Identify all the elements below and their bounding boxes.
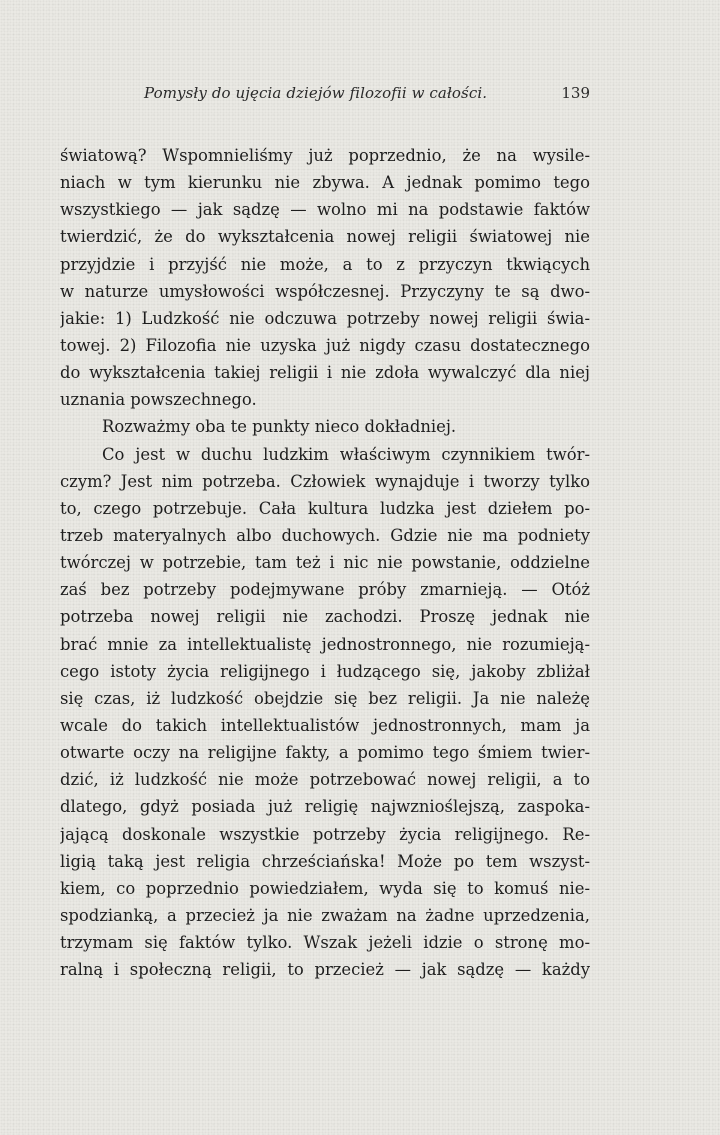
text-line: trzeb materyalnych albo duchowych. Gdzie nie ma podniety bbox=[60, 525, 590, 545]
text-line: trzymam się faktów tylko. Wszak jeżeli idzie o stronę mo- bbox=[60, 933, 590, 953]
text-line: się czas, iż ludzkość obejdzie się bez religii. Ja nie należę bbox=[60, 688, 590, 708]
text-line: otwarte oczy na religijne fakty, a pomimo tego śmiem twier- bbox=[60, 743, 590, 763]
text-line: wszystkiego — jak sądzę — wolno mi na podstawie faktów bbox=[60, 200, 590, 220]
text-line: jającą doskonale wszystkie potrzeby życia religijnego. Re- bbox=[60, 824, 590, 844]
text-line: do wykształcenia takiej religii i nie zdoła wywalczyć dla niej bbox=[60, 363, 590, 383]
paragraph-start-line: Rozważmy oba te punkty nieco dokładniej. bbox=[102, 417, 457, 437]
text-line: potrzeba nowej religii nie zachodzi. Proszę jednak nie bbox=[60, 607, 590, 627]
text-line: kiem, co poprzednio powiedziałem, wyda się to komuś nie- bbox=[60, 878, 590, 898]
text-line: towej. 2) Filozofia nie uzyska już nigdy czasu dostatecznego bbox=[60, 335, 590, 355]
text-line: dlatego, gdyż posiada już religię najwznioślejszą, zaspoka- bbox=[60, 797, 590, 817]
text-line: jakie: 1) Ludzkość nie odczuwa potrzeby nowej religii świa- bbox=[60, 308, 590, 328]
text-line: niach w tym kierunku nie zbywa. A jednak pomimo tego bbox=[60, 173, 590, 193]
text-line: brać mnie za intellektualistę jednostronnego, nie rozumieją- bbox=[60, 634, 590, 654]
paragraph-start-line: Co jest w duchu ludzkim właściwym czynnikiem twór- bbox=[102, 444, 590, 464]
text-line: to, czego potrzebuje. Cała kultura ludzka jest dziełem po- bbox=[60, 498, 590, 518]
text-line: zaś bez potrzeby podejmywane próby zmarnieją. — Otóż bbox=[60, 580, 590, 600]
text-line: ralną i społeczną religii, to przecież — jak sądzę — każdy bbox=[60, 960, 590, 980]
text-line: twórczej w potrzebie, tam też i nic nie powstanie, oddzielne bbox=[60, 553, 590, 573]
text-line: spodzianką, a przecież ja nie zważam na żadne uprzedzenia, bbox=[60, 905, 590, 925]
text-line: światową? Wspomnieliśmy już poprzednio, że na wysile- bbox=[60, 146, 590, 165]
text-line: cego istoty życia religijnego i łudzącego się, jakoby zbliżał bbox=[60, 661, 590, 681]
running-head bbox=[60, 84, 590, 114]
text-line: przyjdzie i przyjść nie może, a to z przyczyn tkwiących bbox=[60, 254, 590, 274]
text-line: twierdzić, że do wykształcenia nowej religii światowej nie bbox=[60, 227, 590, 247]
text-line: czym? Jest nim potrzeba. Człowiek wynajduje i tworzy tylko bbox=[60, 471, 590, 491]
text-line: wcale do takich intellektualistów jednostronnych, mam ja bbox=[60, 715, 590, 735]
page-number: 139 bbox=[561, 84, 590, 102]
running-title: Pomysły do ujęcia dziejów filozofii w całości. bbox=[144, 84, 488, 102]
text-line: w naturze umysłowości współczesnej. Przyczyny te są dwo- bbox=[60, 281, 590, 301]
text-line: ligią taką jest religia chrześciańska! Może po tem wszyst- bbox=[60, 851, 590, 871]
body-text bbox=[60, 142, 590, 983]
text-line: dzić, iż ludzkość nie może potrzebować nowej religii, a to bbox=[60, 770, 590, 790]
text-line: uznania powszechnego. bbox=[60, 390, 257, 410]
